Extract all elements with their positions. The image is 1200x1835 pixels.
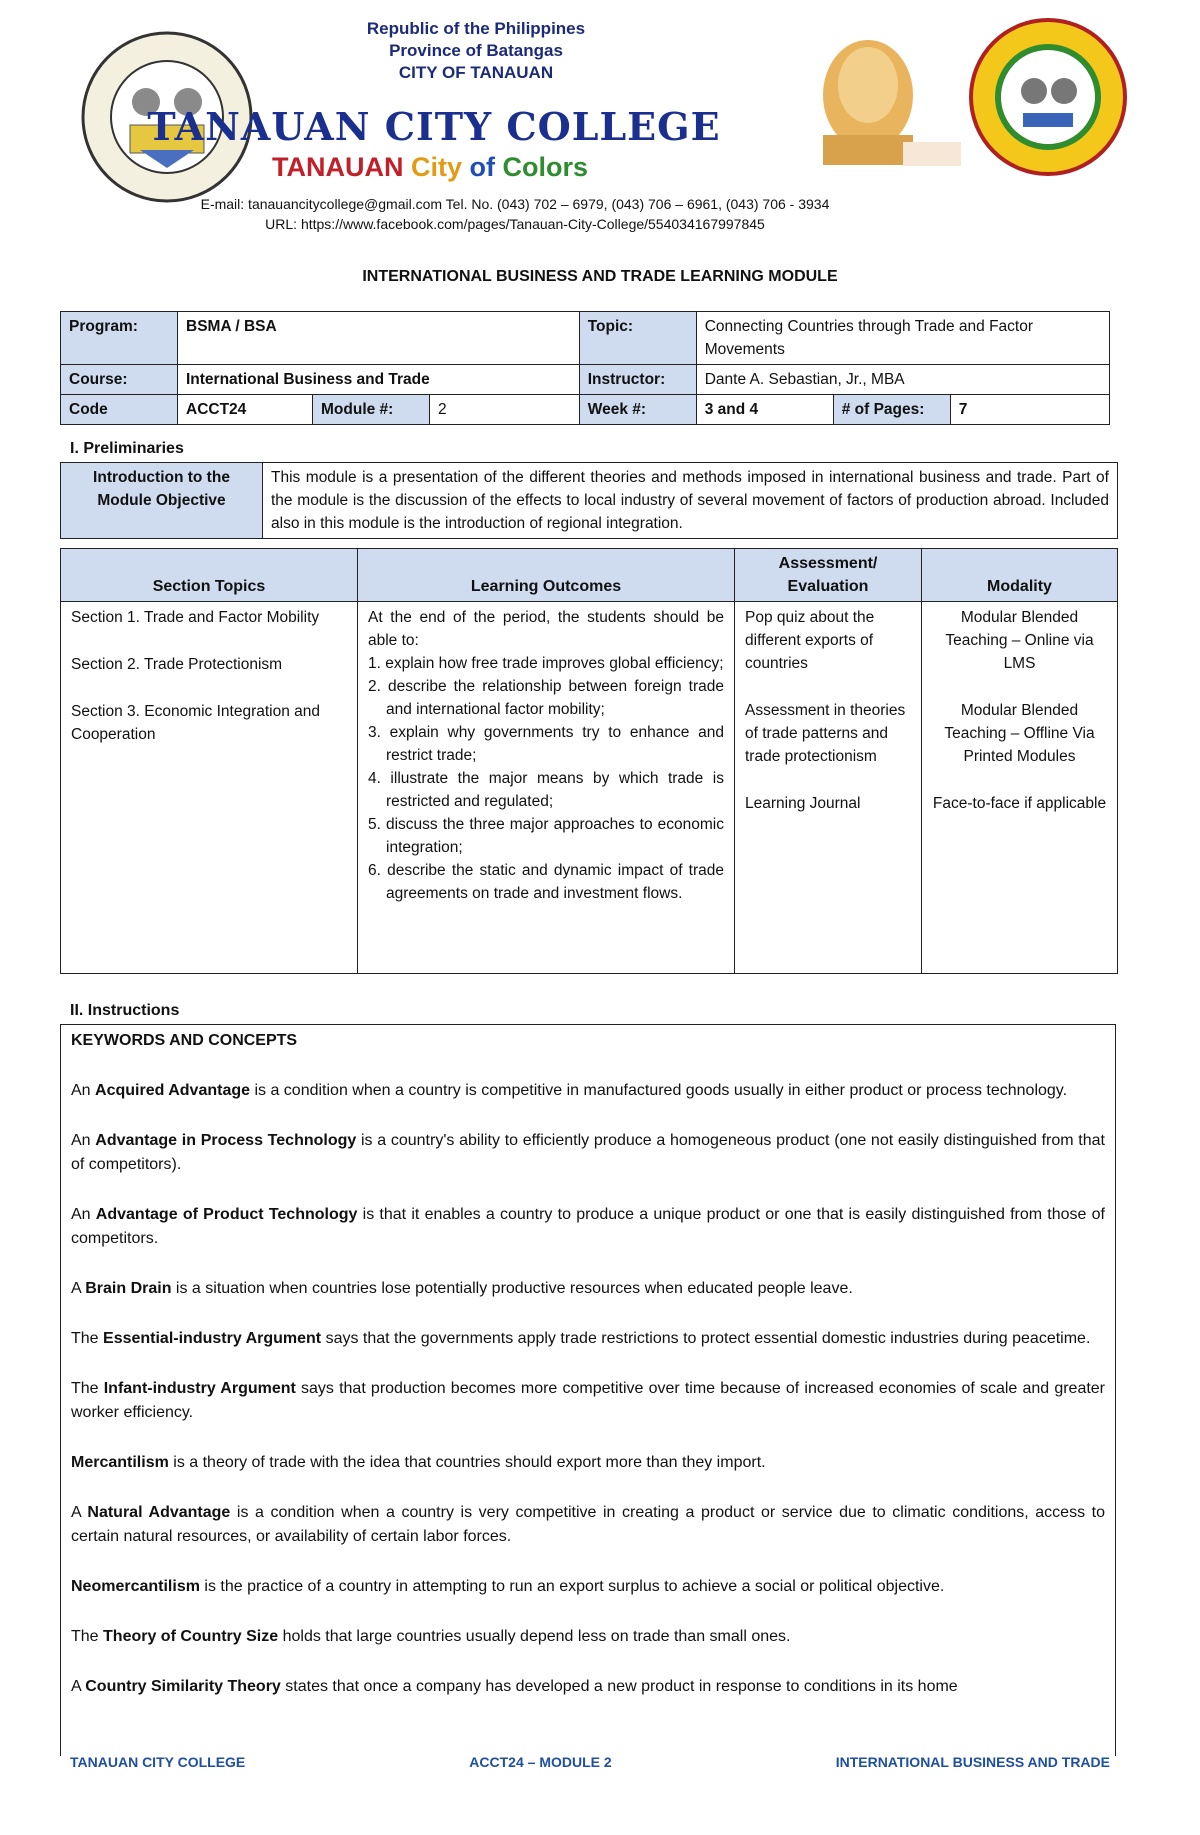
preliminaries-heading: I. Preliminaries [70, 440, 184, 457]
modality-item: Modular Blended Teaching – Online via LMS [945, 609, 1094, 672]
course-value: International Business and Trade [178, 365, 580, 395]
college-name: TANAUAN CITY COLLEGE [147, 104, 721, 149]
modality-item: Face-to-face if applicable [932, 795, 1107, 812]
keyword-entry: The Theory of Country Size holds that large countries usually depend less on trade than small ones. [71, 1628, 791, 1645]
keyword-entry: Mercantilism is a theory of trade with the idea that countries should export more than they import. [71, 1454, 766, 1471]
module-value: 2 [430, 395, 580, 425]
footer-center: ACCT24 – MODULE 2 [469, 1754, 612, 1770]
header-section-topics: Section Topics [61, 549, 358, 602]
module-objective-table [60, 462, 1118, 539]
program-label: Program: [61, 312, 178, 365]
tagline: TANAUAN City of Colors [271, 152, 588, 182]
keyword-entry: An Advantage of Product Technology is that it enables a country to produce a unique product or one that is easily distinguished from those of competitors. [71, 1206, 1105, 1247]
section-topic-2: Section 2. Trade Protectionism [71, 656, 283, 673]
footer-right: INTERNATIONAL BUSINESS AND TRADE [835, 1754, 1110, 1770]
modality-item: Modular Blended Teaching – Offline Via Printed Modules [944, 702, 1095, 765]
instructions-heading: II. Instructions [70, 1002, 180, 1019]
instructor-value: Dante A. Sebastian, Jr., MBA [696, 365, 1109, 395]
objective-text: This module is a presentation of the different theories and methods imposed in international business and trade. Part of the module is the discussion of the effects to local industry of several movement of factors of production abroad. Included also in this module is the introduction of regional integration. [263, 463, 1118, 539]
keywords-heading: KEYWORDS AND CONCEPTS [71, 1032, 298, 1049]
course-label: Course: [61, 365, 178, 395]
week-value: 3 and 4 [696, 395, 833, 425]
assessment-cell [735, 602, 922, 974]
pages-label: # of Pages: [833, 395, 950, 425]
assessment-item: Pop quiz about the different exports of countries [745, 609, 875, 672]
outcome-item: 2. describe the relationship between foreign trade and international factor mobility; [368, 678, 724, 718]
outcome-item: 5. discuss the three major approaches to economic integration; [368, 816, 724, 856]
keyword-entry: An Acquired Advantage is a condition when a country is competitive in manufactured goods usually in either product or process technology. [71, 1082, 1068, 1099]
module-label: Module #: [313, 395, 430, 425]
city-line: CITY OF TANAUAN [398, 63, 554, 82]
header-learning-outcomes: Learning Outcomes [358, 549, 735, 602]
pages-value: 7 [950, 395, 1109, 425]
header-assessment: Assessment/ Evaluation [735, 549, 922, 602]
assessment-item: Assessment in theories of trade patterns and trade protectionism [745, 702, 906, 765]
code-value: ACCT24 [178, 395, 313, 425]
keyword-entry: A Country Similarity Theory states that once a company has developed a new product in response to conditions in its home [71, 1678, 958, 1695]
course-info-table [60, 311, 1110, 425]
modality-cell [922, 602, 1118, 974]
assessment-item: Learning Journal [745, 795, 861, 812]
week-label: Week #: [579, 395, 696, 425]
footer-left: TANAUAN CITY COLLEGE [70, 1754, 246, 1770]
code-label: Code [61, 395, 178, 425]
section-topic-3: Section 3. Economic Integration and Cooperation [71, 703, 321, 743]
outcomes-intro: At the end of the period, the students should be able to: [368, 609, 724, 649]
header-modality: Modality [922, 549, 1118, 602]
instructor-label: Instructor: [579, 365, 696, 395]
republic-line: Republic of the Philippines [366, 19, 586, 38]
province-line: Province of Batangas [389, 41, 563, 60]
url-line: URL: https://www.facebook.com/pages/Tanauan-City-College/554034167997845 [265, 216, 765, 232]
objective-label: Introduction to the Module Objective [61, 463, 263, 539]
outcome-item: 6. describe the static and dynamic impact of trade agreements on trade and investment flows. [368, 862, 724, 902]
outcome-item: 1. explain how free trade improves global efficiency; [368, 655, 724, 672]
learning-outcomes-cell [358, 602, 735, 974]
instructions-box [60, 1024, 1116, 1756]
keyword-entry: Neomercantilism is the practice of a country in attempting to run an export surplus to achieve a social or political objective. [71, 1578, 945, 1595]
keyword-entry: The Essential-industry Argument says that the governments apply trade restrictions to protect essential domestic industries during peacetime. [71, 1330, 1091, 1347]
outcomes-list [368, 652, 724, 905]
document-title: INTERNATIONAL BUSINESS AND TRADE LEARNING MODULE [362, 268, 838, 285]
section-topic-1: Section 1. Trade and Factor Mobility [71, 609, 320, 626]
tcc-college-logo [968, 17, 1128, 177]
section-topics-cell [61, 602, 358, 974]
outcome-item: 3. explain why governments try to enhance and restrict trade; [368, 724, 724, 764]
outcome-item: 4. illustrate the major means by which trade is restricted and regulated; [368, 770, 724, 810]
section-topics-table [60, 548, 1118, 974]
keyword-entry: A Natural Advantage is a condition when a country is very competitive in creating a product or service due to climatic conditions, access to certain natural resources, or availability of certain labor forces. [71, 1504, 1106, 1545]
keyword-entry: The Infant-industry Argument says that production becomes more competitive over time because of increased economies of scale and greater worker efficiency. [71, 1380, 1106, 1421]
topic-value: Connecting Countries through Trade and Factor Movements [696, 312, 1109, 365]
keyword-entry: An Advantage in Process Technology is a country's ability to efficiently produce a homogeneous product (one not easily distinguished from that of competitors). [71, 1132, 1105, 1173]
keyword-entry: A Brain Drain is a situation when countries lose potentially productive resources when educated people leave. [71, 1280, 853, 1297]
contact-line: E-mail: tanauancitycollege@gmail.com Tel. No. (043) 702 – 6979, (043) 706 – 6961, (043) 706 - 3934 [200, 196, 830, 212]
mabini-portrait-logo [793, 30, 963, 170]
topic-label: Topic: [579, 312, 696, 365]
program-value: BSMA / BSA [178, 312, 580, 365]
page-footer [70, 1754, 1110, 1770]
